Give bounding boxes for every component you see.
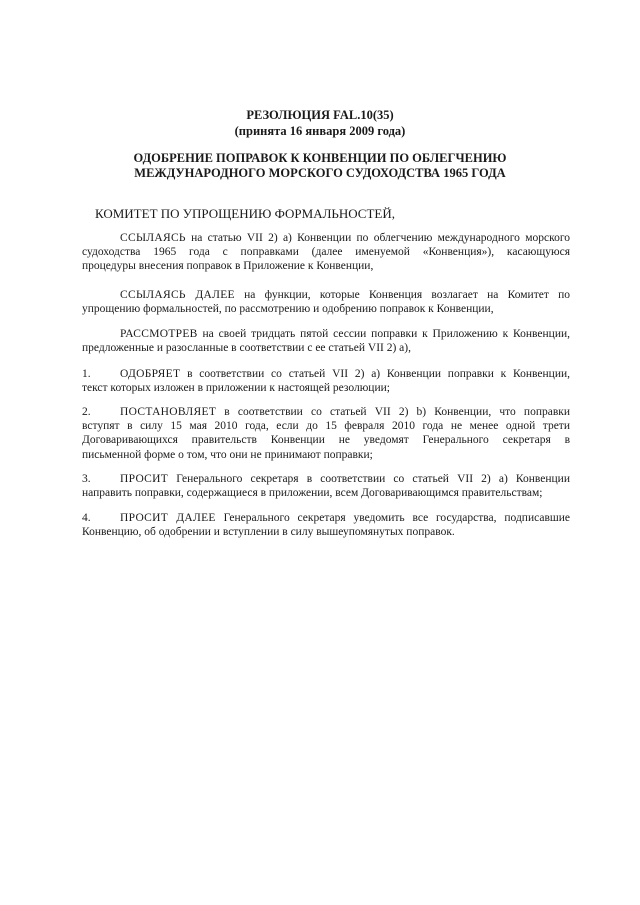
paragraph-number: 3. — [82, 473, 91, 485]
paragraph-text: на статью VII 2) a) Конвенции по облегчению международного морского — [191, 232, 571, 244]
paragraph-line: направить поправки, содержащиеся в приложении, всем Договаривающимся правительствам; — [82, 487, 543, 500]
paragraph-keyword: ПОСТАНОВЛЯЕТ — [120, 406, 217, 418]
paragraph-keyword: РАССМОТРЕВ — [120, 328, 198, 340]
title-line-1: ОДОБРЕНИЕ ПОПРАВОК К КОНВЕНЦИИ ПО ОБЛЕГЧЕНИЮ — [133, 151, 507, 165]
paragraph-text: Генерального секретаря в соответствии со статьей VII 2) a) Конвенции — [176, 473, 570, 485]
paragraph-first-line — [82, 367, 570, 381]
paragraph-line: письменной форме о том, что они не принимают поправки; — [82, 448, 373, 461]
paragraph-first-line — [82, 327, 570, 341]
paragraph-keyword: ССЫЛАЯСЬ — [120, 232, 186, 244]
paragraph-line: судоходства 1965 года с поправками (далее именуемой «Конвенция»), касающуюся — [82, 246, 570, 259]
paragraph-line: Конвенцию, об одобрении и вступлении в силу вышеупомянутых поправок. — [82, 526, 455, 539]
paragraph-keyword: ПРОСИТ — [120, 473, 169, 485]
paragraph-line: Договаривающихся правительств Конвенции не уведомят Генерального секретаря в — [82, 434, 570, 447]
paragraph-line: вступят в силу 15 мая 2010 года, если до 15 февраля 2010 года не менее одной трети — [82, 420, 570, 433]
preamble-paragraph — [82, 231, 570, 274]
paragraph-line: процедуры внесения поправок в Приложение к Конвенции, — [82, 260, 374, 273]
paragraph-text: в соответствии со статьей VII 2) b) Конвенции, что поправки — [224, 406, 570, 418]
paragraph-text: в соответствии со статьей VII 2) a) Конвенции поправки к Конвенции, — [187, 368, 570, 380]
paragraph-line: упрощению формальностей, по рассмотрению и одобрению поправок к Конвенции, — [82, 303, 494, 316]
paragraph-keyword: ПРОСИТ ДАЛЕЕ — [120, 512, 216, 524]
committee-name: КОМИТЕТ ПО УПРОЩЕНИЮ ФОРМАЛЬНОСТЕЙ, — [95, 206, 395, 221]
operative-paragraph — [82, 472, 570, 500]
title-line-2: МЕЖДУНАРОДНОГО МОРСКОГО СУДОХОДСТВА 1965 ГОДА — [134, 166, 506, 180]
operative-paragraph — [82, 367, 570, 395]
paragraph-text: на своей тридцать пятой сессии поправки к Приложению к Конвенции, — [202, 328, 570, 340]
preamble-paragraph — [82, 288, 570, 316]
operative-paragraph — [82, 405, 570, 462]
paragraph-line: предложенные и разосланные в соответствии с ее статьей VII 2) a), — [82, 342, 411, 355]
preamble-paragraph — [82, 327, 570, 355]
paragraph-first-line — [82, 405, 570, 419]
operative-paragraph — [82, 511, 570, 539]
paragraph-number: 4. — [82, 512, 91, 524]
paragraph-first-line — [82, 511, 570, 525]
paragraph-first-line — [82, 231, 570, 245]
paragraph-text: на функции, которые Конвенция возлагает на Комитет по — [244, 289, 570, 301]
paragraph-keyword: ССЫЛАЯСЬ ДАЛЕЕ — [120, 289, 235, 301]
paragraph-first-line — [82, 288, 570, 302]
adoption-date: (принята 16 января 2009 года) — [234, 124, 406, 138]
paragraph-keyword: ОДОБРЯЕТ — [120, 368, 181, 380]
paragraph-text: Генерального секретаря уведомить все государства, подписавшие — [223, 512, 570, 524]
paragraph-number: 2. — [82, 406, 91, 418]
paragraph-line: текст которых изложен в приложении к настоящей резолюции; — [82, 382, 390, 395]
resolution-number: РЕЗОЛЮЦИЯ FAL.10(35) — [246, 108, 394, 122]
paragraph-number: 1. — [82, 368, 91, 380]
paragraph-first-line — [82, 472, 570, 486]
